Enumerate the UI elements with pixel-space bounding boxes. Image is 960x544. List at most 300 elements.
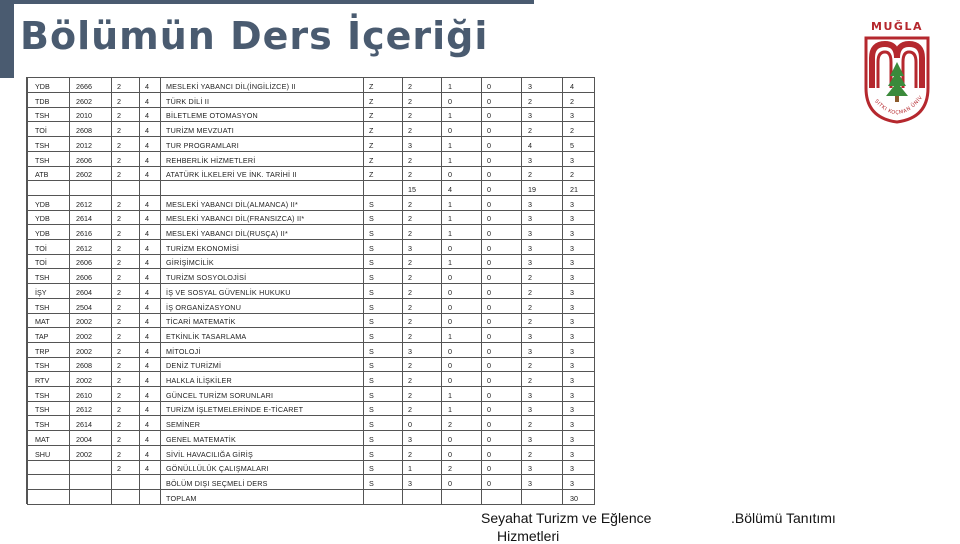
table-cell: 0: [487, 273, 491, 282]
table-cell: 2: [408, 97, 412, 106]
table-cell: 0: [448, 450, 452, 459]
table-cell: 3: [570, 273, 574, 282]
table-cell: 1: [448, 111, 452, 120]
table-cell: 2002: [76, 347, 92, 356]
table-row: [27, 313, 595, 328]
table-column-divider: [562, 78, 563, 504]
table-cell: 3: [570, 464, 574, 473]
table-cell: 1: [448, 200, 452, 209]
table-cell: 0: [448, 97, 452, 106]
table-cell: 0: [487, 170, 491, 179]
table-cell: 2: [528, 126, 532, 135]
table-cell: 2: [528, 97, 532, 106]
table-cell: 4: [145, 405, 149, 414]
table-cell: S: [369, 391, 374, 400]
table-cell: 19: [528, 185, 536, 194]
table-column-divider: [69, 78, 70, 504]
table-cell: 3: [408, 435, 412, 444]
table-cell: 2: [117, 126, 121, 135]
table-cell: 3: [570, 435, 574, 444]
table-row: [27, 357, 595, 372]
table-cell: MESLEKİ YABANCI DİL(İNGİLİZCE) II: [166, 82, 296, 91]
table-cell: 4: [145, 420, 149, 429]
table-cell: 4: [145, 332, 149, 341]
table-cell: S: [369, 361, 374, 370]
table-cell: 2: [528, 273, 532, 282]
table-column-divider: [441, 78, 442, 504]
table-column-divider: [363, 78, 364, 504]
table-cell: YDB: [35, 214, 50, 223]
table-row: [27, 328, 595, 343]
table-cell: 0: [487, 376, 491, 385]
table-cell: 4: [145, 361, 149, 370]
table-cell: 2: [117, 82, 121, 91]
table-cell: 3: [570, 420, 574, 429]
table-cell: 0: [487, 479, 491, 488]
table-cell: MAT: [35, 435, 50, 444]
table-row: [27, 240, 595, 255]
table-cell: Z: [369, 82, 374, 91]
table-cell: 0: [448, 317, 452, 326]
table-cell: Z: [369, 97, 374, 106]
table-cell: 1: [448, 229, 452, 238]
table-cell: Z: [369, 111, 374, 120]
table-cell: 0: [487, 464, 491, 473]
table-cell: 3: [570, 214, 574, 223]
table-cell: 0: [448, 347, 452, 356]
table-cell: 3: [570, 361, 574, 370]
table-cell: SİVİL HAVACILIĞA GİRİŞ: [166, 450, 253, 459]
table-column-divider: [594, 78, 595, 504]
table-cell: S: [369, 420, 374, 429]
table-cell: 2: [117, 435, 121, 444]
table-cell: 3: [570, 317, 574, 326]
table-cell: 1: [448, 391, 452, 400]
table-row: [27, 166, 595, 181]
table-row: [27, 78, 595, 93]
table-cell: TOİ: [35, 258, 47, 267]
table-cell: 0: [487, 229, 491, 238]
table-cell: 2: [408, 405, 412, 414]
footer-department-intro: .Bölümü Tanıtımı: [731, 510, 836, 526]
table-cell: 2: [528, 450, 532, 459]
table-cell: 3: [570, 405, 574, 414]
table-cell: 0: [448, 244, 452, 253]
table-cell: S: [369, 450, 374, 459]
table-cell: 2: [408, 229, 412, 238]
table-cell: RTV: [35, 376, 50, 385]
table-cell: 0: [487, 111, 491, 120]
table-cell: 2: [408, 361, 412, 370]
table-cell: 0: [448, 288, 452, 297]
footer-department-name-line2: Hizmetleri: [497, 528, 560, 544]
table-cell: 4: [145, 97, 149, 106]
table-cell: 4: [145, 376, 149, 385]
table-cell: BÖLÜM DIŞI SEÇMELİ DERS: [166, 479, 268, 488]
table-cell: 2004: [76, 435, 92, 444]
table-cell: S: [369, 303, 374, 312]
table-cell: TURİZM MEVZUATI: [166, 126, 234, 135]
table-cell: 30: [570, 494, 578, 503]
table-column-divider: [402, 78, 403, 504]
table-cell: 2: [408, 332, 412, 341]
table-row: [27, 225, 595, 240]
table-row: [27, 181, 595, 196]
table-cell: 4: [145, 391, 149, 400]
table-cell: 2: [117, 273, 121, 282]
table-row: [27, 93, 595, 108]
table-row: [27, 401, 595, 416]
table-cell: 3: [570, 229, 574, 238]
table-cell: 2: [408, 450, 412, 459]
table-cell: S: [369, 405, 374, 414]
table-cell: 4: [145, 303, 149, 312]
table-cell: 2010: [76, 111, 92, 120]
table-cell: 0: [487, 303, 491, 312]
table-cell: BİLETLEME OTOMASYON: [166, 111, 258, 120]
table-cell: 2: [117, 170, 121, 179]
table-cell: MESLEKİ YABANCI DİL(ALMANCA) II*: [166, 200, 298, 209]
table-cell: 0: [448, 376, 452, 385]
table-cell: 2602: [76, 97, 92, 106]
table-cell: 1: [448, 258, 452, 267]
table-cell: 2: [117, 332, 121, 341]
title-accent-line: [14, 0, 534, 4]
table-cell: 0: [487, 185, 491, 194]
table-cell: 2: [448, 420, 452, 429]
table-cell: 3: [528, 229, 532, 238]
table-cell: 3: [570, 288, 574, 297]
table-cell: 2: [570, 126, 574, 135]
table-cell: 2: [117, 258, 121, 267]
table-cell: 0: [487, 97, 491, 106]
table-cell: TRP: [35, 347, 50, 356]
table-cell: S: [369, 229, 374, 238]
table-cell: TDB: [35, 97, 50, 106]
table-cell: 2: [408, 376, 412, 385]
table-cell: 2: [408, 288, 412, 297]
table-cell: TSH: [35, 361, 50, 370]
table-cell: YDB: [35, 200, 50, 209]
logo-ring-text: SITKI KOÇMAN ÜNİV: [873, 94, 925, 117]
table-cell: 2: [117, 405, 121, 414]
table-cell: 4: [145, 156, 149, 165]
table-cell: 4: [145, 288, 149, 297]
table-cell: 4: [145, 435, 149, 444]
table-cell: 3: [528, 347, 532, 356]
table-cell: 2: [117, 244, 121, 253]
table-cell: 0: [487, 405, 491, 414]
table-cell: 0: [448, 126, 452, 135]
table-cell: 3: [408, 141, 412, 150]
table-cell: 4: [145, 200, 149, 209]
table-cell: 1: [448, 82, 452, 91]
table-cell: 0: [448, 361, 452, 370]
table-cell: 1: [448, 141, 452, 150]
table-cell: MESLEKİ YABANCI DİL(RUSÇA) II*: [166, 229, 288, 238]
table-row: [27, 122, 595, 137]
table-cell: 2002: [76, 376, 92, 385]
table-cell: 2602: [76, 170, 92, 179]
course-table: [26, 77, 595, 504]
table-cell: 0: [487, 435, 491, 444]
table-row: [27, 210, 595, 225]
table-cell: 3: [528, 332, 532, 341]
table-cell: S: [369, 288, 374, 297]
table-cell: 0: [448, 303, 452, 312]
table-row: [27, 299, 595, 314]
table-row: [27, 137, 595, 152]
table-cell: S: [369, 244, 374, 253]
table-cell: 2606: [76, 156, 92, 165]
table-cell: 1: [448, 214, 452, 223]
table-cell: 2: [117, 464, 121, 473]
table-cell: 2612: [76, 200, 92, 209]
table-cell: 2: [408, 126, 412, 135]
table-cell: 2002: [76, 317, 92, 326]
table-cell: 2: [408, 200, 412, 209]
table-cell: 2: [117, 111, 121, 120]
table-cell: TSH: [35, 111, 50, 120]
table-cell: 4: [145, 244, 149, 253]
table-cell: 0: [487, 450, 491, 459]
table-cell: 3: [408, 244, 412, 253]
table-row: [27, 460, 595, 475]
table-cell: TAP: [35, 332, 49, 341]
table-row-divider: [27, 504, 595, 505]
table-cell: 0: [487, 361, 491, 370]
table-cell: 4: [528, 141, 532, 150]
table-cell: 2: [570, 97, 574, 106]
table-cell: 0: [487, 347, 491, 356]
table-cell: 4: [145, 111, 149, 120]
table-cell: 0: [408, 420, 412, 429]
table-cell: 2: [117, 97, 121, 106]
table-cell: TİCARİ MATEMATİK: [166, 317, 236, 326]
table-cell: 2012: [76, 141, 92, 150]
table-cell: ETKİNLİK TASARLAMA: [166, 332, 247, 341]
table-cell: 2612: [76, 405, 92, 414]
table-cell: Z: [369, 126, 374, 135]
table-cell: 3: [528, 435, 532, 444]
table-column-divider: [139, 78, 140, 504]
table-cell: 21: [570, 185, 578, 194]
table-cell: 2606: [76, 273, 92, 282]
table-cell: TUR PROGRAMLARI: [166, 141, 239, 150]
table-cell: 2: [528, 317, 532, 326]
table-cell: 2: [117, 450, 121, 459]
table-cell: 2: [117, 229, 121, 238]
table-cell: 2: [408, 111, 412, 120]
table-cell: YDB: [35, 82, 50, 91]
table-cell: 4: [145, 141, 149, 150]
table-cell: 2: [408, 391, 412, 400]
university-logo: [858, 18, 936, 128]
table-cell: Z: [369, 156, 374, 165]
table-cell: 4: [145, 170, 149, 179]
table-cell: 4: [145, 347, 149, 356]
table-cell: 2606: [76, 258, 92, 267]
table-cell: 2: [528, 420, 532, 429]
table-cell: MİTOLOJİ: [166, 347, 201, 356]
table-cell: TSH: [35, 273, 50, 282]
table-cell: 0: [448, 435, 452, 444]
table-cell: S: [369, 317, 374, 326]
table-cell: 3: [570, 258, 574, 267]
table-cell: 2612: [76, 244, 92, 253]
table-cell: Z: [369, 170, 374, 179]
table-cell: ATB: [35, 170, 49, 179]
table-cell: 3: [528, 156, 532, 165]
table-cell: 4: [145, 450, 149, 459]
table-cell: 3: [528, 244, 532, 253]
table-cell: 2: [408, 170, 412, 179]
table-column-divider: [111, 78, 112, 504]
table-row: [27, 387, 595, 402]
table-cell: GENEL MATEMATİK: [166, 435, 236, 444]
table-cell: 2: [408, 273, 412, 282]
table-cell: 3: [408, 347, 412, 356]
table-cell: S: [369, 200, 374, 209]
table-cell: 0: [487, 391, 491, 400]
table-cell: 2: [408, 317, 412, 326]
table-cell: 3: [570, 479, 574, 488]
table-cell: 2: [117, 317, 121, 326]
table-cell: 3: [570, 376, 574, 385]
table-cell: 2: [408, 156, 412, 165]
table-cell: 2: [528, 361, 532, 370]
table-cell: GİRİŞİMCİLİK: [166, 258, 214, 267]
table-cell: 2: [117, 347, 121, 356]
table-cell: TSH: [35, 303, 50, 312]
table-cell: 0: [487, 200, 491, 209]
table-cell: 1: [448, 405, 452, 414]
table-cell: S: [369, 435, 374, 444]
table-row: [27, 446, 595, 461]
table-cell: 3: [570, 111, 574, 120]
table-cell: 3: [570, 347, 574, 356]
table-cell: 2614: [76, 214, 92, 223]
table-cell: MAT: [35, 317, 50, 326]
table-cell: 2616: [76, 229, 92, 238]
table-cell: 2002: [76, 332, 92, 341]
table-cell: 3: [570, 200, 574, 209]
table-cell: 0: [487, 288, 491, 297]
table-cell: İŞ ORGANİZASYONU: [166, 303, 242, 312]
table-cell: 2610: [76, 391, 92, 400]
table-cell: 3: [570, 332, 574, 341]
table-cell: MESLEKİ YABANCI DİL(FRANSIZCA) II*: [166, 214, 305, 223]
table-row: [27, 269, 595, 284]
footer-department-name-line1: Seyahat Turizm ve Eğlence: [481, 510, 652, 526]
table-cell: TURİZM İŞLETMELERİNDE E-TİCARET: [166, 405, 304, 414]
table-cell: 3: [528, 479, 532, 488]
table-cell: YDB: [35, 229, 50, 238]
table-cell: 2: [528, 170, 532, 179]
table-cell: TOİ: [35, 126, 47, 135]
table-cell: 0: [487, 258, 491, 267]
table-cell: S: [369, 332, 374, 341]
logo-text: MUĞLA: [871, 20, 923, 33]
table-cell: TURİZM EKONOMİSİ: [166, 244, 240, 253]
table-cell: 3: [528, 111, 532, 120]
table-cell: 3: [408, 479, 412, 488]
table-cell: 0: [487, 82, 491, 91]
table-cell: 3: [570, 450, 574, 459]
table-cell: 4: [145, 464, 149, 473]
table-cell: TOPLAM: [166, 494, 197, 503]
table-cell: TOİ: [35, 244, 47, 253]
table-cell: HALKLA İLİŞKİLER: [166, 376, 232, 385]
table-cell: 3: [570, 303, 574, 312]
table-cell: 4: [570, 82, 574, 91]
table-row: [27, 343, 595, 358]
table-cell: 3: [528, 405, 532, 414]
table-cell: 3: [528, 214, 532, 223]
table-cell: 2: [117, 376, 121, 385]
table-cell: 2: [117, 156, 121, 165]
table-cell: ATATÜRK İLKELERİ VE İNK. TARİHİ II: [166, 170, 297, 179]
page-title: Bölümün Ders İçeriği: [20, 14, 489, 58]
table-cell: Z: [369, 141, 374, 150]
table-row: [27, 475, 595, 490]
table-cell: 3: [570, 156, 574, 165]
table-cell: 3: [528, 82, 532, 91]
table-cell: 2: [448, 464, 452, 473]
table-row: [27, 372, 595, 387]
table-cell: 4: [145, 317, 149, 326]
table-cell: S: [369, 258, 374, 267]
table-cell: S: [369, 479, 374, 488]
table-cell: 3: [528, 391, 532, 400]
table-cell: 2002: [76, 450, 92, 459]
table-cell: 4: [448, 185, 452, 194]
table-cell: 2: [117, 391, 121, 400]
table-column-divider: [481, 78, 482, 504]
table-cell: 3: [528, 258, 532, 267]
table-cell: İŞ VE SOSYAL GÜVENLİK HUKUKU: [166, 288, 291, 297]
table-cell: 5: [570, 141, 574, 150]
table-cell: 3: [570, 391, 574, 400]
table-cell: 2: [117, 303, 121, 312]
table-cell: 2: [408, 258, 412, 267]
table-cell: 4: [145, 229, 149, 238]
table-cell: İŞY: [35, 288, 47, 297]
table-cell: GÜNCEL TURİZM SORUNLARI: [166, 391, 274, 400]
table-column-divider: [160, 78, 161, 504]
table-cell: 0: [487, 332, 491, 341]
table-cell: 1: [448, 332, 452, 341]
table-cell: TSH: [35, 420, 50, 429]
table-cell: 2: [117, 141, 121, 150]
table-cell: 2614: [76, 420, 92, 429]
table-cell: GÖNÜLLÜLÜK ÇALIŞMALARI: [166, 464, 269, 473]
table-cell: 2608: [76, 361, 92, 370]
table-cell: 3: [528, 200, 532, 209]
table-cell: 2: [117, 214, 121, 223]
table-cell: 4: [145, 126, 149, 135]
table-cell: TÜRK DİLİ II: [166, 97, 210, 106]
table-row: [27, 107, 595, 122]
table-cell: DENİZ TURİZMİ: [166, 361, 222, 370]
table-column-divider: [521, 78, 522, 504]
table-cell: 2: [570, 170, 574, 179]
table-cell: 0: [448, 170, 452, 179]
table-cell: 4: [145, 258, 149, 267]
table-cell: 0: [448, 273, 452, 282]
table-row: [27, 196, 595, 211]
table-cell: 2: [117, 361, 121, 370]
